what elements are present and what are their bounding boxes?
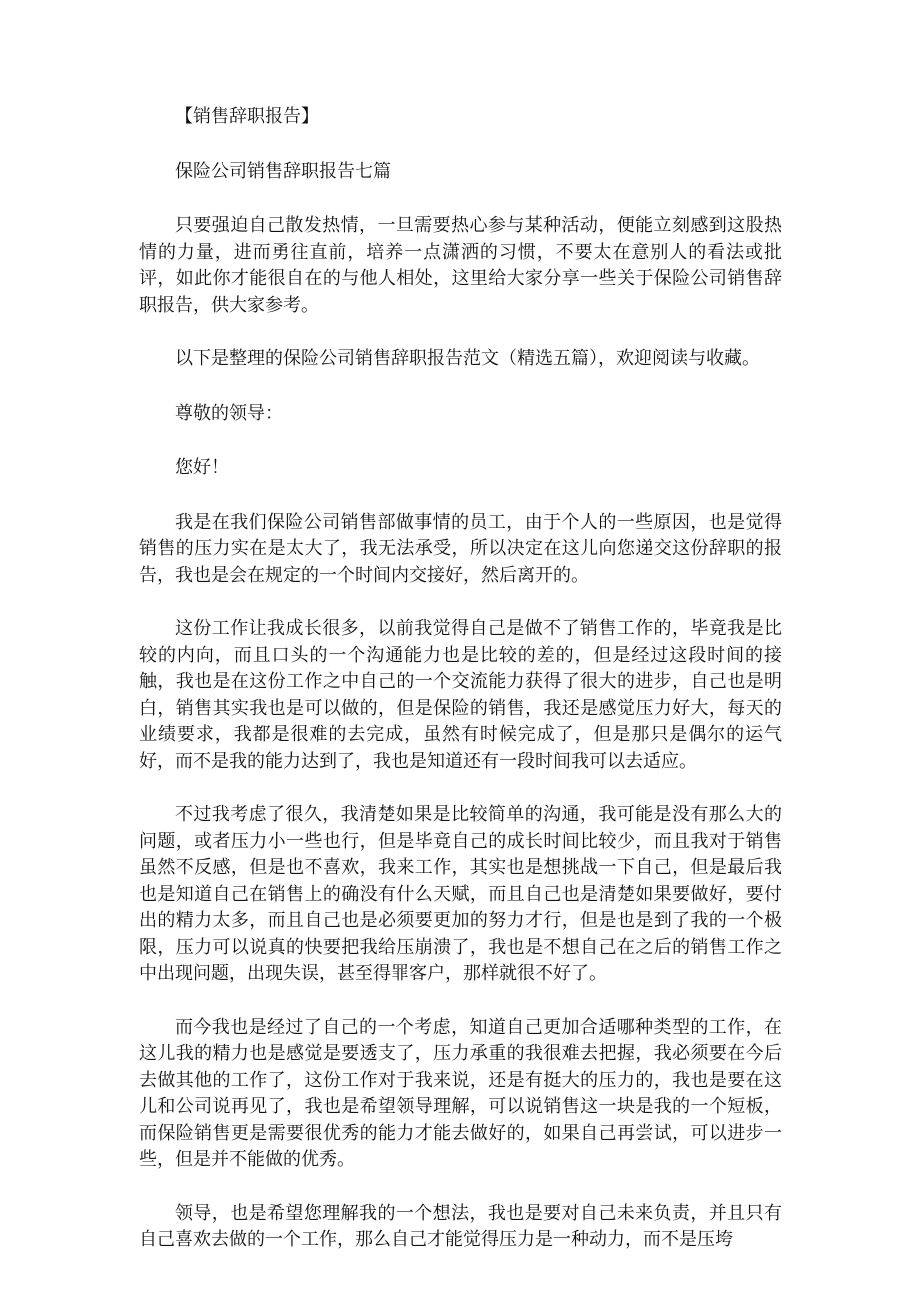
paragraph-body-4: 而今我也是经过了自己的一个考虑，知道自己更加合适哪种类型的工作，在这儿我的精力也是感觉是要透支了，压力承重的我很难去把握，我必须要在今后去做其他的工作了，这份工作对于我来说，还是有挺大的压力的，我也是要在这儿和公司说再见了，我也是希望领导理解，可以说销售这一块是我的一个短板，而保险销售更是需要很优秀的能力才能去做好的，如果自己再尝试，可以进步一些，但是并不能做的优秀。 (139, 1016, 782, 1170)
paragraph-body-5: 领导，也是希望您理解我的一个想法，我也是要对自己未来负责，并且只有自己喜欢去做的一个工作，那么自己才能觉得压力是一种动力，而不是压垮 (139, 1202, 782, 1250)
paragraph-body-1: 我是在我们保险公司销售部做事情的员工，由于个人的一些原因，也是觉得销售的压力实在是太大了，我无法承受，所以决定在这儿向您递交这份辞职的报告，我也是会在规定的一个时间内交接好，然后离开的。 (139, 511, 782, 586)
document-header: 【销售辞职报告】 (175, 106, 319, 127)
paragraph-lead: 以下是整理的保险公司销售辞职报告范文（精选五篇），欢迎阅读与收藏。 (175, 348, 760, 369)
salutation: 尊敬的领导： (175, 402, 283, 424)
paragraph-body-2: 这份工作让我成长很多，以前我觉得自己是做不了销售工作的，毕竟我是比较的内向，而且口头的一个沟通能力也是比较的差的，但是经过这段时间的接触，我也是在这份工作之中自己的一个交流能力获得了很大的进步，自己也是明白，销售其实我也是可以做的，但是保险的销售，我还是感觉压力好大，每天的业绩要求，我都是很难的去完成，虽然有时候完成了，但是那只是偶尔的运气好，而不是我的能力达到了，我也是知道还有一段时间我可以去适应。 (139, 618, 782, 772)
paragraph-body-3: 不过我考虑了很久，我清楚如果是比较简单的沟通，我可能是没有那么大的问题，或者压力小一些也行，但是毕竟自己的成长时间比较少，而且我对于销售虽然不反感，但是也不喜欢，我来工作，其实也是想挑战一下自己，但是最后我也是知道自己在销售上的确没有什么天赋，而且自己也是清楚如果要做好，要付出的精力太多，而且自己也是必须要更加的努力才行，但是也是到了我的一个极限，压力可以说真的快要把我给压崩溃了，我也是不想自己在之后的销售工作之中出现问题，出现失误，甚至得罪客户，那样就很不好了。 (139, 804, 782, 984)
greeting: 您好！ (175, 457, 229, 478)
document-body (139, 104, 782, 1254)
paragraph-intro: 只要强迫自己散发热情，一旦需要热心参与某种活动，便能立刻感到这股热情的力量，进而勇往直前，培养一点潇洒的习惯，不要太在意别人的看法或批评，如此你才能很自在的与他人相处，这里给大家分享一些关于保险公司销售辞职报告，供大家参考。 (139, 215, 782, 316)
document-title: 保险公司销售辞职报告七篇 (175, 160, 391, 182)
